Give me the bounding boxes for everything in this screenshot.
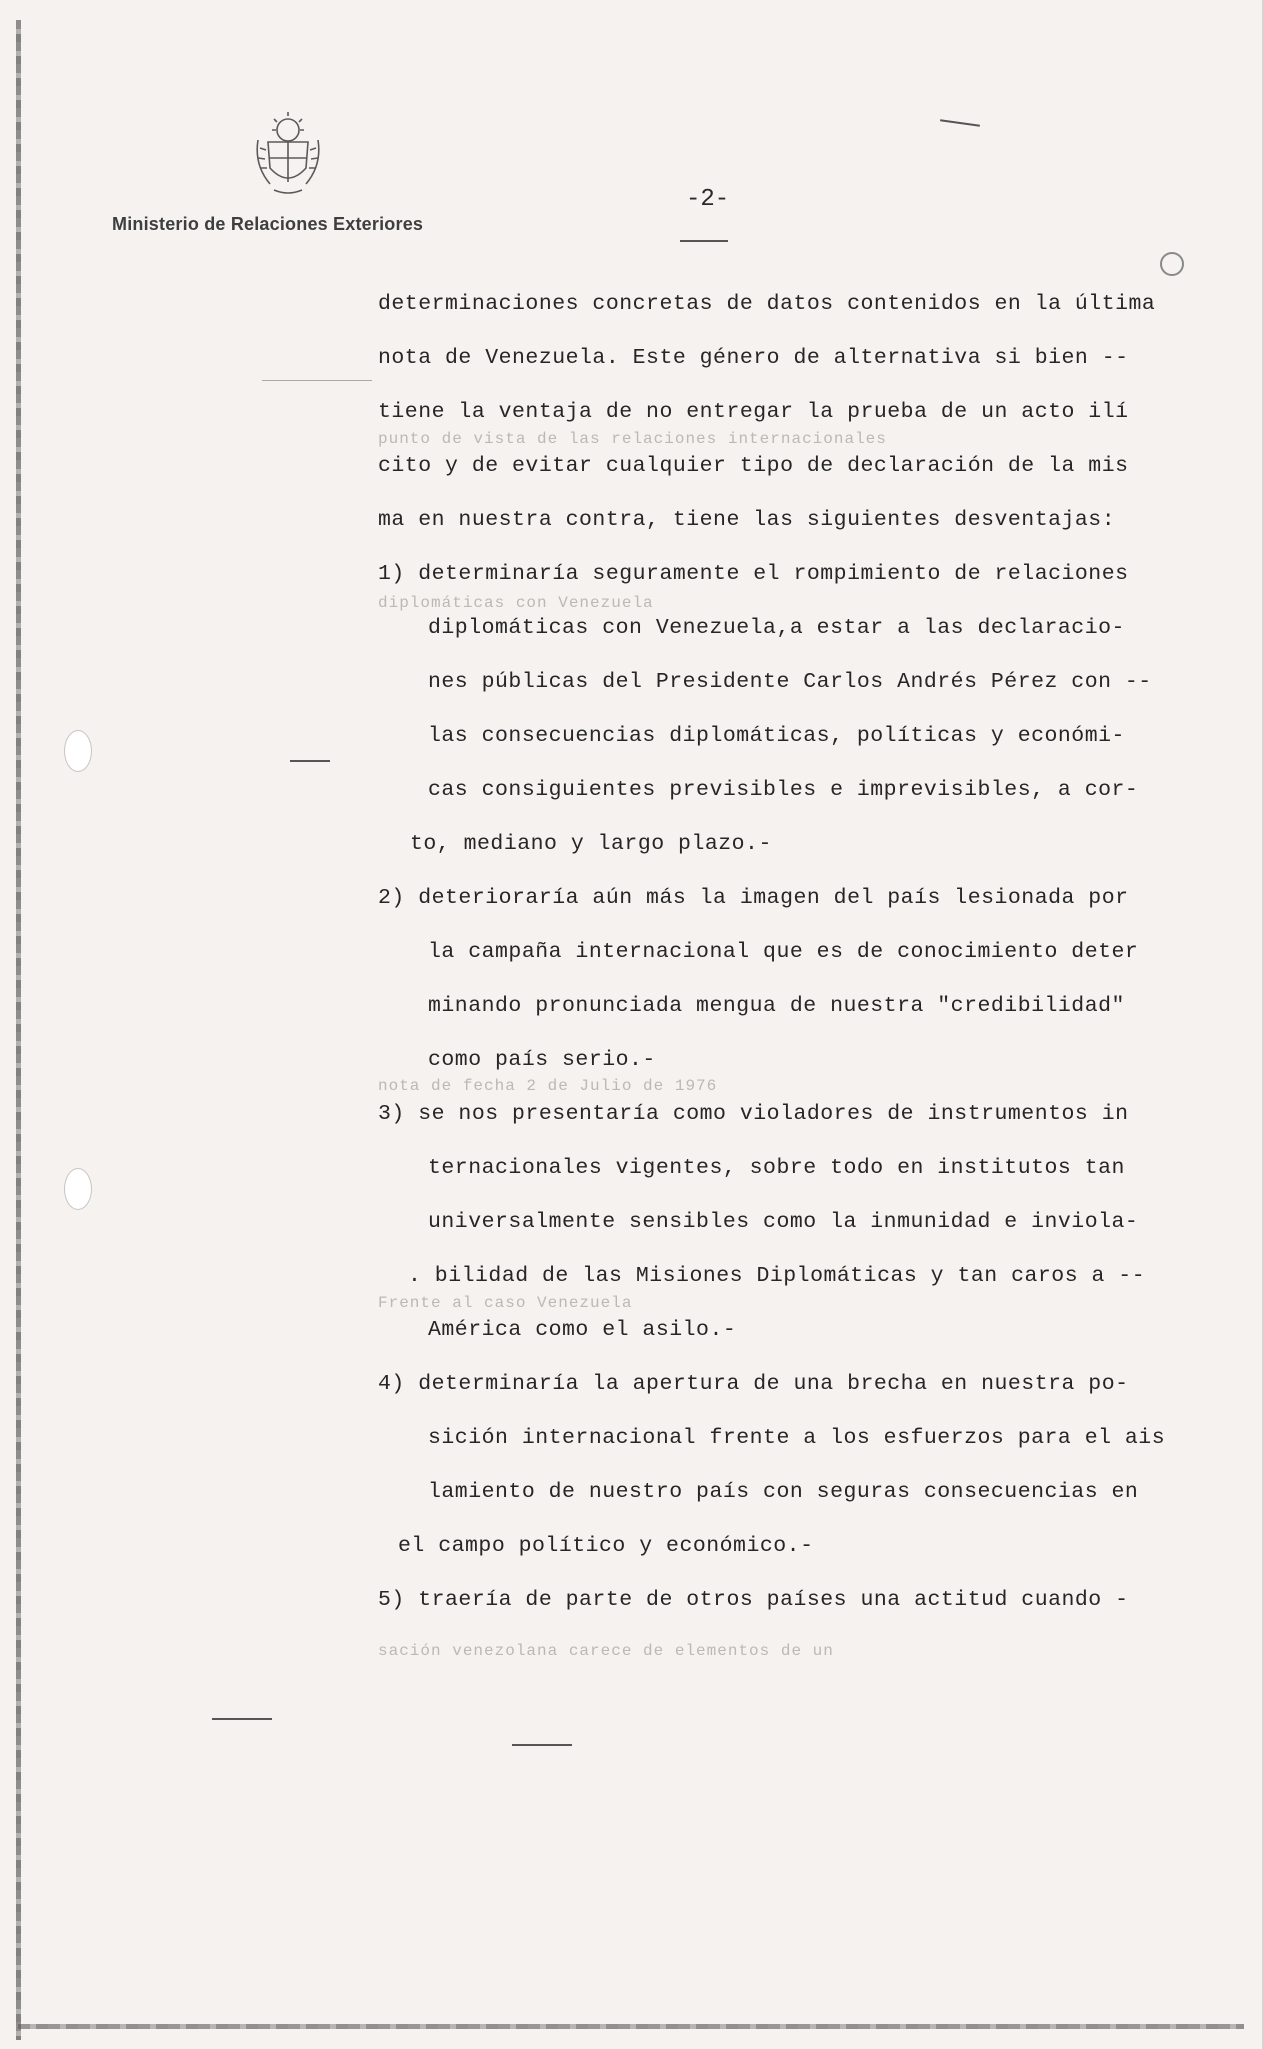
- stray-mark: [290, 760, 330, 762]
- stray-mark: [940, 119, 980, 127]
- list-item-3: 3) se nos presentaría como violadores de instrumentos in: [378, 1102, 1129, 1126]
- stray-mark: [262, 380, 372, 381]
- text-line: el campo político y económico.-: [398, 1534, 814, 1558]
- bleed-through-text: nota de fecha 2 de Julio de 1976: [378, 1077, 718, 1095]
- coat-of-arms-seal: [248, 110, 328, 200]
- text-line: nes públicas del Presidente Carlos Andrés Pérez con --: [428, 670, 1152, 694]
- list-item-5: 5) traería de parte de otros países una actitud cuando -: [378, 1588, 1129, 1612]
- text-line: cas consiguientes previsibles e imprevisibles, a cor-: [428, 778, 1139, 802]
- text-line: ma en nuestra contra, tiene las siguientes desventajas:: [378, 508, 1116, 532]
- text-line: cito y de evitar cualquier tipo de declaración de la mis: [378, 454, 1129, 478]
- text-line: to, mediano y largo plazo.-: [410, 832, 772, 856]
- punch-hole-bottom: [64, 1168, 92, 1210]
- text-line: la campaña internacional que es de conocimiento deter: [428, 940, 1139, 964]
- pen-mark: [1160, 252, 1184, 276]
- bleed-through-text: Frente al caso Venezuela: [378, 1294, 633, 1312]
- text-line: tiene la ventaja de no entregar la prueba de un acto ilí: [378, 400, 1129, 424]
- text-line: universalmente sensibles como la inmunidad e inviola-: [428, 1210, 1139, 1234]
- bleed-through-text: sación venezolana carece de elementos de un: [378, 1642, 834, 1660]
- bleed-through-text: diplomáticas con Venezuela: [378, 594, 654, 612]
- punch-hole-top: [64, 730, 92, 772]
- text-line: ternacionales vigentes, sobre todo en institutos tan: [428, 1156, 1125, 1180]
- list-item-4: 4) determinaría la apertura de una brecha en nuestra po-: [378, 1372, 1129, 1396]
- text-line: las consecuencias diplomáticas, políticas y económi-: [428, 724, 1125, 748]
- list-item-2: 2) deterioraría aún más la imagen del país lesionada por: [378, 886, 1129, 910]
- scan-left-edge: [16, 20, 21, 2040]
- text-line: minando pronunciada mengua de nuestra "credibilidad": [428, 994, 1125, 1018]
- text-line: América como el asilo.-: [428, 1318, 737, 1342]
- text-line: lamiento de nuestro país con seguras consecuencias en: [428, 1480, 1139, 1504]
- text-line: diplomáticas con Venezuela,a estar a las declaracio-: [428, 616, 1125, 640]
- text-line: como país serio.-: [428, 1048, 656, 1072]
- list-item-1: 1) determinaría seguramente el rompimiento de relaciones: [378, 562, 1129, 586]
- page-number: -2-: [686, 186, 730, 213]
- text-line: . bilidad de las Misiones Diplomáticas y tan caros a --: [408, 1264, 1146, 1288]
- scan-bottom-edge: [18, 2024, 1244, 2029]
- stray-mark: [512, 1744, 572, 1746]
- stray-mark: [212, 1718, 272, 1720]
- bleed-through-text: punto de vista de las relaciones internacionales: [378, 430, 887, 448]
- text-line: sición internacional frente a los esfuerzos para el ais: [428, 1426, 1166, 1450]
- text-line: nota de Venezuela. Este género de alternativa si bien --: [378, 346, 1129, 370]
- stray-mark: [680, 240, 728, 242]
- text-line: determinaciones concretas de datos contenidos en la última: [378, 292, 1156, 316]
- ministry-heading: Ministerio de Relaciones Exteriores: [112, 214, 424, 234]
